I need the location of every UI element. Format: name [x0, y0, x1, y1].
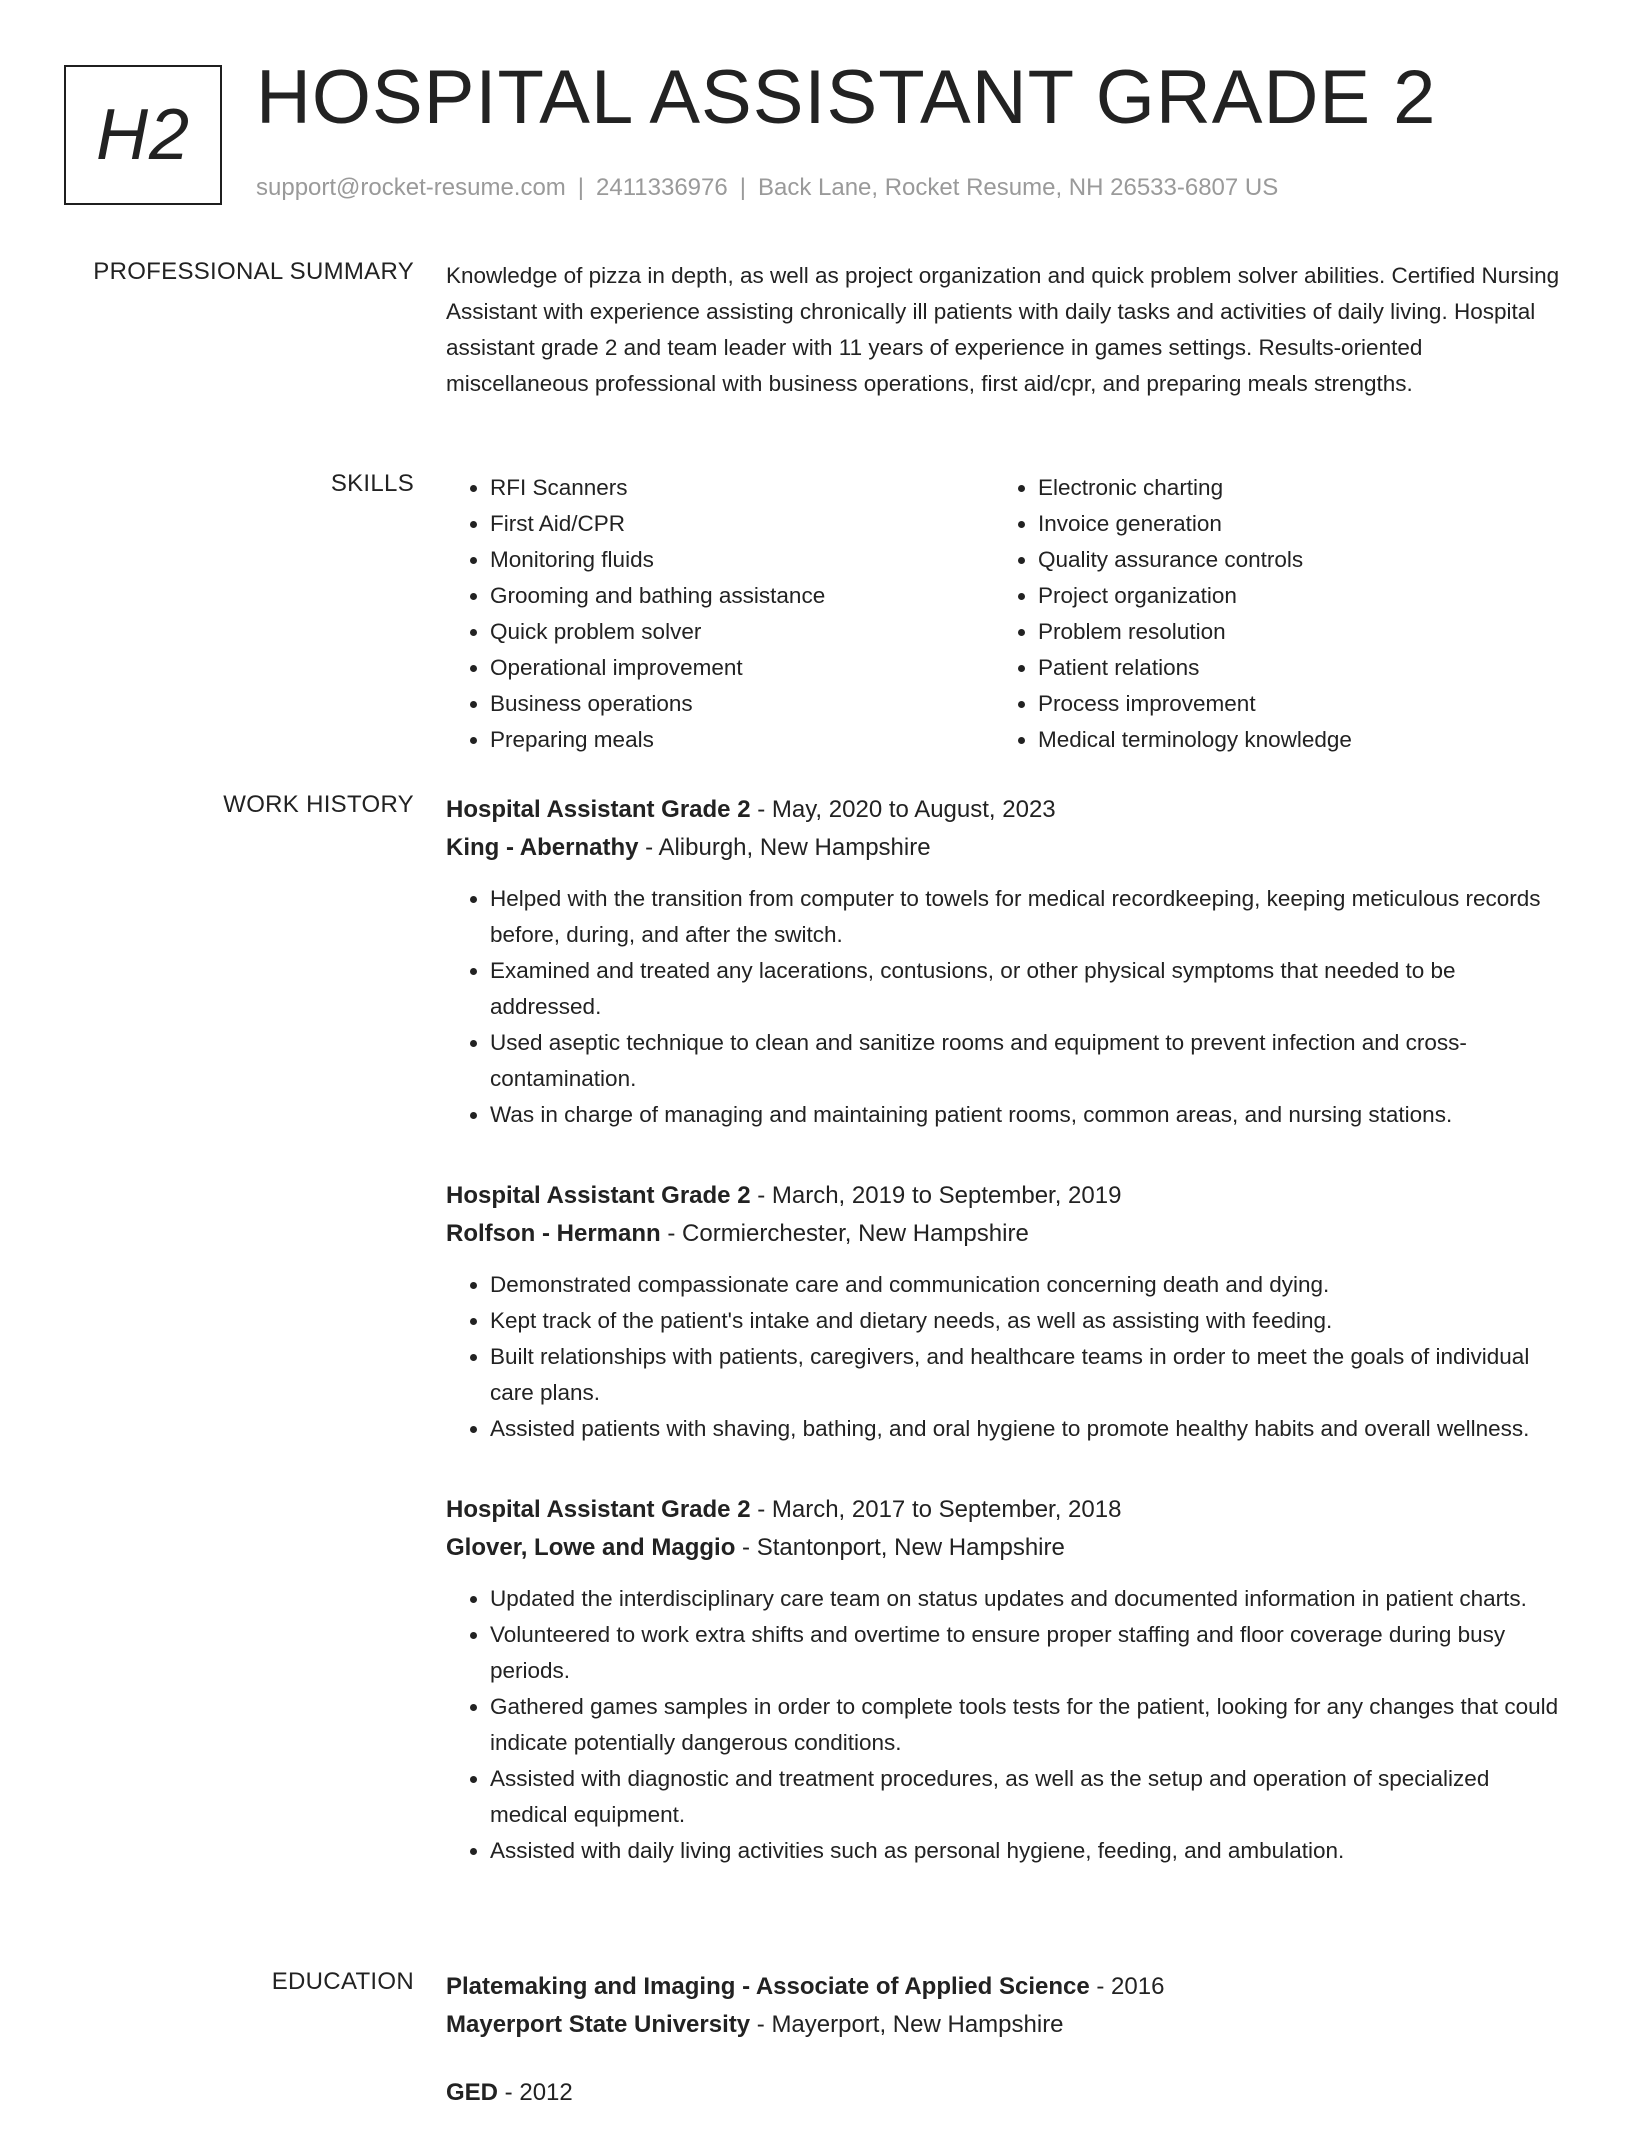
skill-item: • RFI Scanners	[490, 470, 994, 506]
skill-item: • Medical terminology knowledge	[1038, 722, 1542, 758]
skill-item: • First Aid/CPR	[490, 506, 994, 542]
job-bullet: • Demonstrated compassionate care and communication concerning death and dying.	[490, 1267, 1566, 1303]
job-bullet: • Kept track of the patient's intake and dietary needs, as well as assisting with feeding.	[490, 1303, 1566, 1339]
education-location: - Mayerport, New Hampshire	[750, 2011, 1064, 2038]
job-company: Rolfson - Hermann	[446, 1220, 661, 1247]
work-history-body	[446, 791, 1566, 1913]
skill-item: • Patient relations	[1038, 650, 1542, 686]
skill-item: • Electronic charting	[1038, 470, 1542, 506]
skill-item: • Quick problem solver	[490, 614, 994, 650]
skills-body	[446, 470, 1566, 758]
skill-item: • Monitoring fluids	[490, 542, 994, 578]
education-degree-line	[446, 2074, 1566, 2112]
job-bullets	[446, 881, 1566, 1133]
job-bullet: • Volunteered to work extra shifts and overtime to ensure proper staffing and floor coverage during busy periods.	[490, 1617, 1566, 1689]
job-dates: - March, 2019 to September, 2019	[750, 1182, 1122, 1209]
education-degree: GED	[446, 2079, 499, 2106]
job-bullet: • Assisted with daily living activities such as personal hygiene, feeding, and ambulation.	[490, 1833, 1566, 1869]
job-location: - Stantonport, New Hampshire	[735, 1534, 1065, 1561]
section-label-skills: SKILLS	[330, 470, 414, 497]
job-bullet: • Was in charge of managing and maintaining patient rooms, common areas, and nursing stations.	[490, 1097, 1566, 1133]
monogram-logo: H2	[64, 65, 222, 205]
skill-item: • Quality assurance controls	[1038, 542, 1542, 578]
education-entry	[446, 1968, 1566, 2044]
job-company-line	[446, 829, 1566, 867]
education-school: Mayerport State University	[446, 2011, 751, 2038]
contact-phone: 2411336976	[596, 174, 728, 201]
education-body	[446, 1968, 1566, 2142]
skill-item: • Project organization	[1038, 578, 1542, 614]
job-company: King - Abernathy	[446, 834, 639, 861]
job-bullet: • Built relationships with patients, caregivers, and healthcare teams in order to meet the goals of individual care plans.	[490, 1339, 1566, 1411]
job-company-line	[446, 1529, 1566, 1567]
skill-item: • Business operations	[490, 686, 994, 722]
job-company: Glover, Lowe and Maggio	[446, 1534, 736, 1561]
education-degree: Platemaking and Imaging - Associate of Applied Science	[446, 1973, 1090, 2000]
job-title: Hospital Assistant Grade 2	[446, 1496, 751, 1523]
job-title: Hospital Assistant Grade 2	[446, 796, 751, 823]
education-entry	[446, 2074, 1566, 2112]
skills-column-left	[446, 470, 994, 758]
job-bullets	[446, 1267, 1566, 1447]
job-entry	[446, 1177, 1566, 1447]
job-bullet: • Used aseptic technique to clean and sanitize rooms and equipment to prevent infection and cross-contamination.	[490, 1025, 1566, 1097]
candidate-name: HOSPITAL ASSISTANT GRADE 2	[256, 55, 1437, 140]
summary-text: Knowledge of pizza in depth, as well as project organization and quick problem solver abilities. Certified Nursing Assistant with experience assisting chronically ill patients with daily tasks and activities of daily living. Hospital assistant grade 2 and team leader with 11 years of experience in games settings. Results-oriented miscellaneous professional with business operations, first aid/cpr, and preparing meals strengths.	[446, 263, 1560, 396]
job-title-line	[446, 1177, 1566, 1215]
contact-line	[256, 174, 1278, 202]
job-bullet: • Updated the interdisciplinary care team on status updates and documented information in patient charts.	[490, 1581, 1566, 1617]
skill-item: • Preparing meals	[490, 722, 994, 758]
skill-item: • Process improvement	[1038, 686, 1542, 722]
education-school-line	[446, 2006, 1566, 2044]
education-year: - 2012	[498, 2079, 573, 2106]
job-location: - Cormierchester, New Hampshire	[660, 1220, 1029, 1247]
job-dates: - March, 2017 to September, 2018	[750, 1496, 1122, 1523]
section-label-work-history: WORK HISTORY	[223, 791, 414, 818]
section-label-summary: PROFESSIONAL SUMMARY	[93, 258, 414, 285]
job-location: - Aliburgh, New Hampshire	[638, 834, 931, 861]
contact-address: Back Lane, Rocket Resume, NH 26533-6807 US	[757, 174, 1279, 201]
skills-column-right	[994, 470, 1542, 758]
job-entry	[446, 791, 1566, 1133]
job-bullet: • Assisted with diagnostic and treatment procedures, as well as the setup and operation of specialized medical equipment.	[490, 1761, 1566, 1833]
job-bullet: • Gathered games samples in order to complete tools tests for the patient, looking for any changes that could indicate potentially dangerous conditions.	[490, 1689, 1566, 1761]
job-entry	[446, 1491, 1566, 1869]
job-title-line	[446, 1491, 1566, 1529]
skills-list-right	[994, 470, 1542, 758]
skill-item: • Invoice generation	[1038, 506, 1542, 542]
job-dates: - May, 2020 to August, 2023	[750, 796, 1056, 823]
job-title: Hospital Assistant Grade 2	[446, 1182, 751, 1209]
education-year: - 2016	[1089, 1973, 1165, 2000]
section-label-education: EDUCATION	[271, 1968, 414, 1995]
skill-item: • Operational improvement	[490, 650, 994, 686]
contact-separator: |	[739, 174, 746, 201]
skill-item: • Grooming and bathing assistance	[490, 578, 994, 614]
job-bullet: • Examined and treated any lacerations, contusions, or other physical symptoms that needed to be addressed.	[490, 953, 1566, 1025]
job-bullet: • Assisted patients with shaving, bathing, and oral hygiene to promote healthy habits and overall wellness.	[490, 1411, 1566, 1447]
summary-body	[446, 258, 1566, 402]
skills-list-left	[446, 470, 994, 758]
contact-email: support@rocket-resume.com	[256, 174, 566, 201]
job-company-line	[446, 1215, 1566, 1253]
education-degree-line	[446, 1968, 1566, 2006]
job-bullets	[446, 1581, 1566, 1869]
skill-item: • Problem resolution	[1038, 614, 1542, 650]
job-title-line	[446, 791, 1566, 829]
contact-separator: |	[577, 174, 585, 201]
job-bullet: • Helped with the transition from computer to towels for medical recordkeeping, keeping meticulous records before, during, and after the switch.	[490, 881, 1566, 953]
